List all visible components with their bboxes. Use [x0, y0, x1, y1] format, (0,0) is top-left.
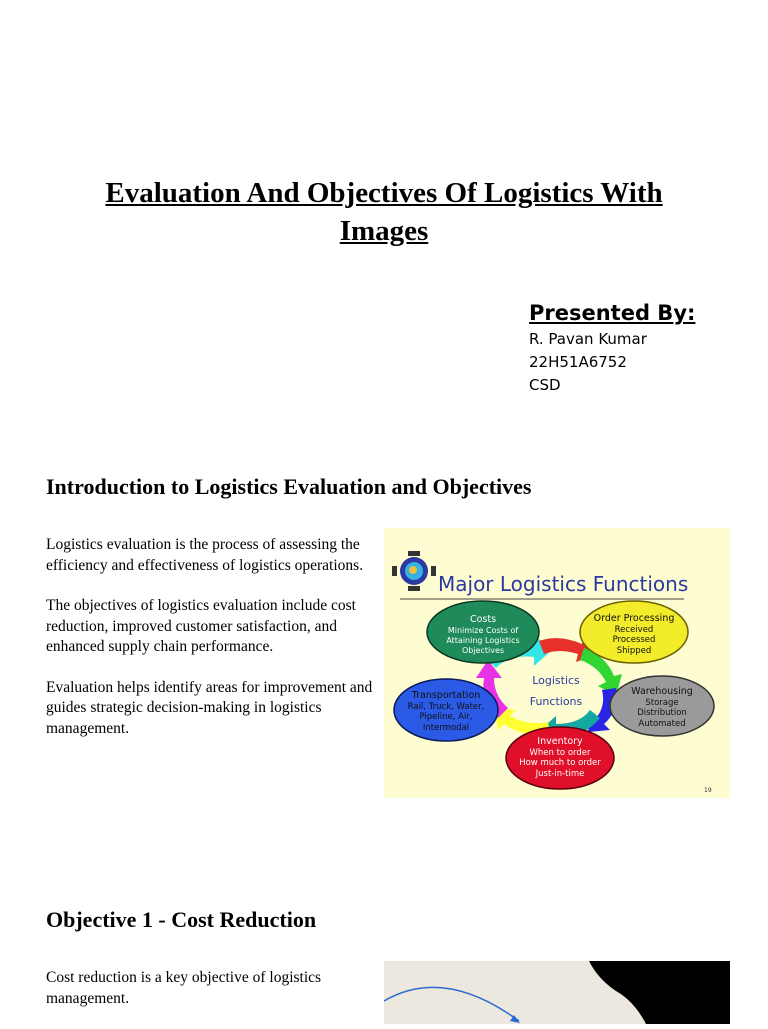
paragraph: The objectives of logistics evaluation include cost reduction, improved customer satisfaction, and enhanced supply chain performance. — [46, 597, 356, 655]
presenter-block — [529, 298, 695, 397]
node-text: How much to order — [519, 758, 601, 768]
cost-reduction-text — [46, 968, 366, 1029]
logistics-functions-diagram — [384, 528, 730, 798]
dark-shape — [589, 961, 730, 1024]
node-text: Costs — [469, 614, 497, 625]
node-text: Rail, Truck, Water, — [407, 702, 485, 712]
node-text: Order Processing — [593, 613, 675, 624]
section-heading-cost-reduction: Objective 1 - Cost Reduction — [46, 907, 317, 932]
inventory-node — [506, 727, 614, 789]
presenter-name: R. Pavan Kumar — [529, 330, 647, 348]
curved-arrow-icon — [384, 987, 519, 1021]
center-label-line2: Functions — [529, 695, 583, 708]
warehousing-node — [610, 676, 714, 736]
presented-by-label: Presented By: — [529, 301, 696, 325]
node-text: Pipeline, Air, — [419, 712, 473, 722]
paragraph: Evaluation helps identify areas for improvement and guides strategic decision-making in logistics management. — [46, 678, 373, 737]
presenter-roll-number: 22H51A6752 — [529, 353, 627, 371]
node-text: Received — [614, 625, 654, 635]
paragraph: Logistics evaluation is the process of assessing the efficiency and effectiveness of logistics operations. — [46, 536, 364, 574]
node-text: Storage — [645, 698, 679, 708]
node-text: Distribution — [637, 708, 687, 718]
node-text: Attaining Logistics — [446, 636, 520, 645]
node-text: Automated — [638, 719, 686, 729]
center-label-line1: Logistics — [532, 674, 580, 687]
order-processing-node — [580, 601, 688, 663]
page-title: Evaluation And Objectives Of Logistics With Images — [105, 177, 663, 247]
node-text: Warehousing — [631, 686, 693, 697]
node-text: Just-in-time — [535, 769, 585, 779]
node-text: Shipped — [616, 646, 652, 656]
globe-logo-icon — [392, 551, 436, 591]
node-text: Minimize Costs of — [447, 626, 519, 635]
paragraph: Cost reduction is a key objective of logistics management. — [46, 969, 322, 1007]
slide-page-number: 19 — [704, 787, 712, 794]
cost-reduction-image — [384, 961, 730, 1024]
transportation-node — [394, 679, 498, 741]
node-text: Intermodal — [422, 723, 470, 733]
node-text: Processed — [612, 635, 656, 645]
node-text: Inventory — [537, 736, 583, 747]
node-text: When to order — [529, 748, 591, 758]
section-heading-introduction: Introduction to Logistics Evaluation and Objectives — [46, 474, 532, 499]
node-text: Objectives — [461, 646, 505, 655]
diagram-title: Major Logistics Functions — [438, 572, 689, 596]
node-text: Transportation — [411, 690, 481, 701]
introduction-text — [46, 535, 378, 759]
presenter-department: CSD — [529, 376, 561, 394]
costs-node — [427, 601, 539, 663]
